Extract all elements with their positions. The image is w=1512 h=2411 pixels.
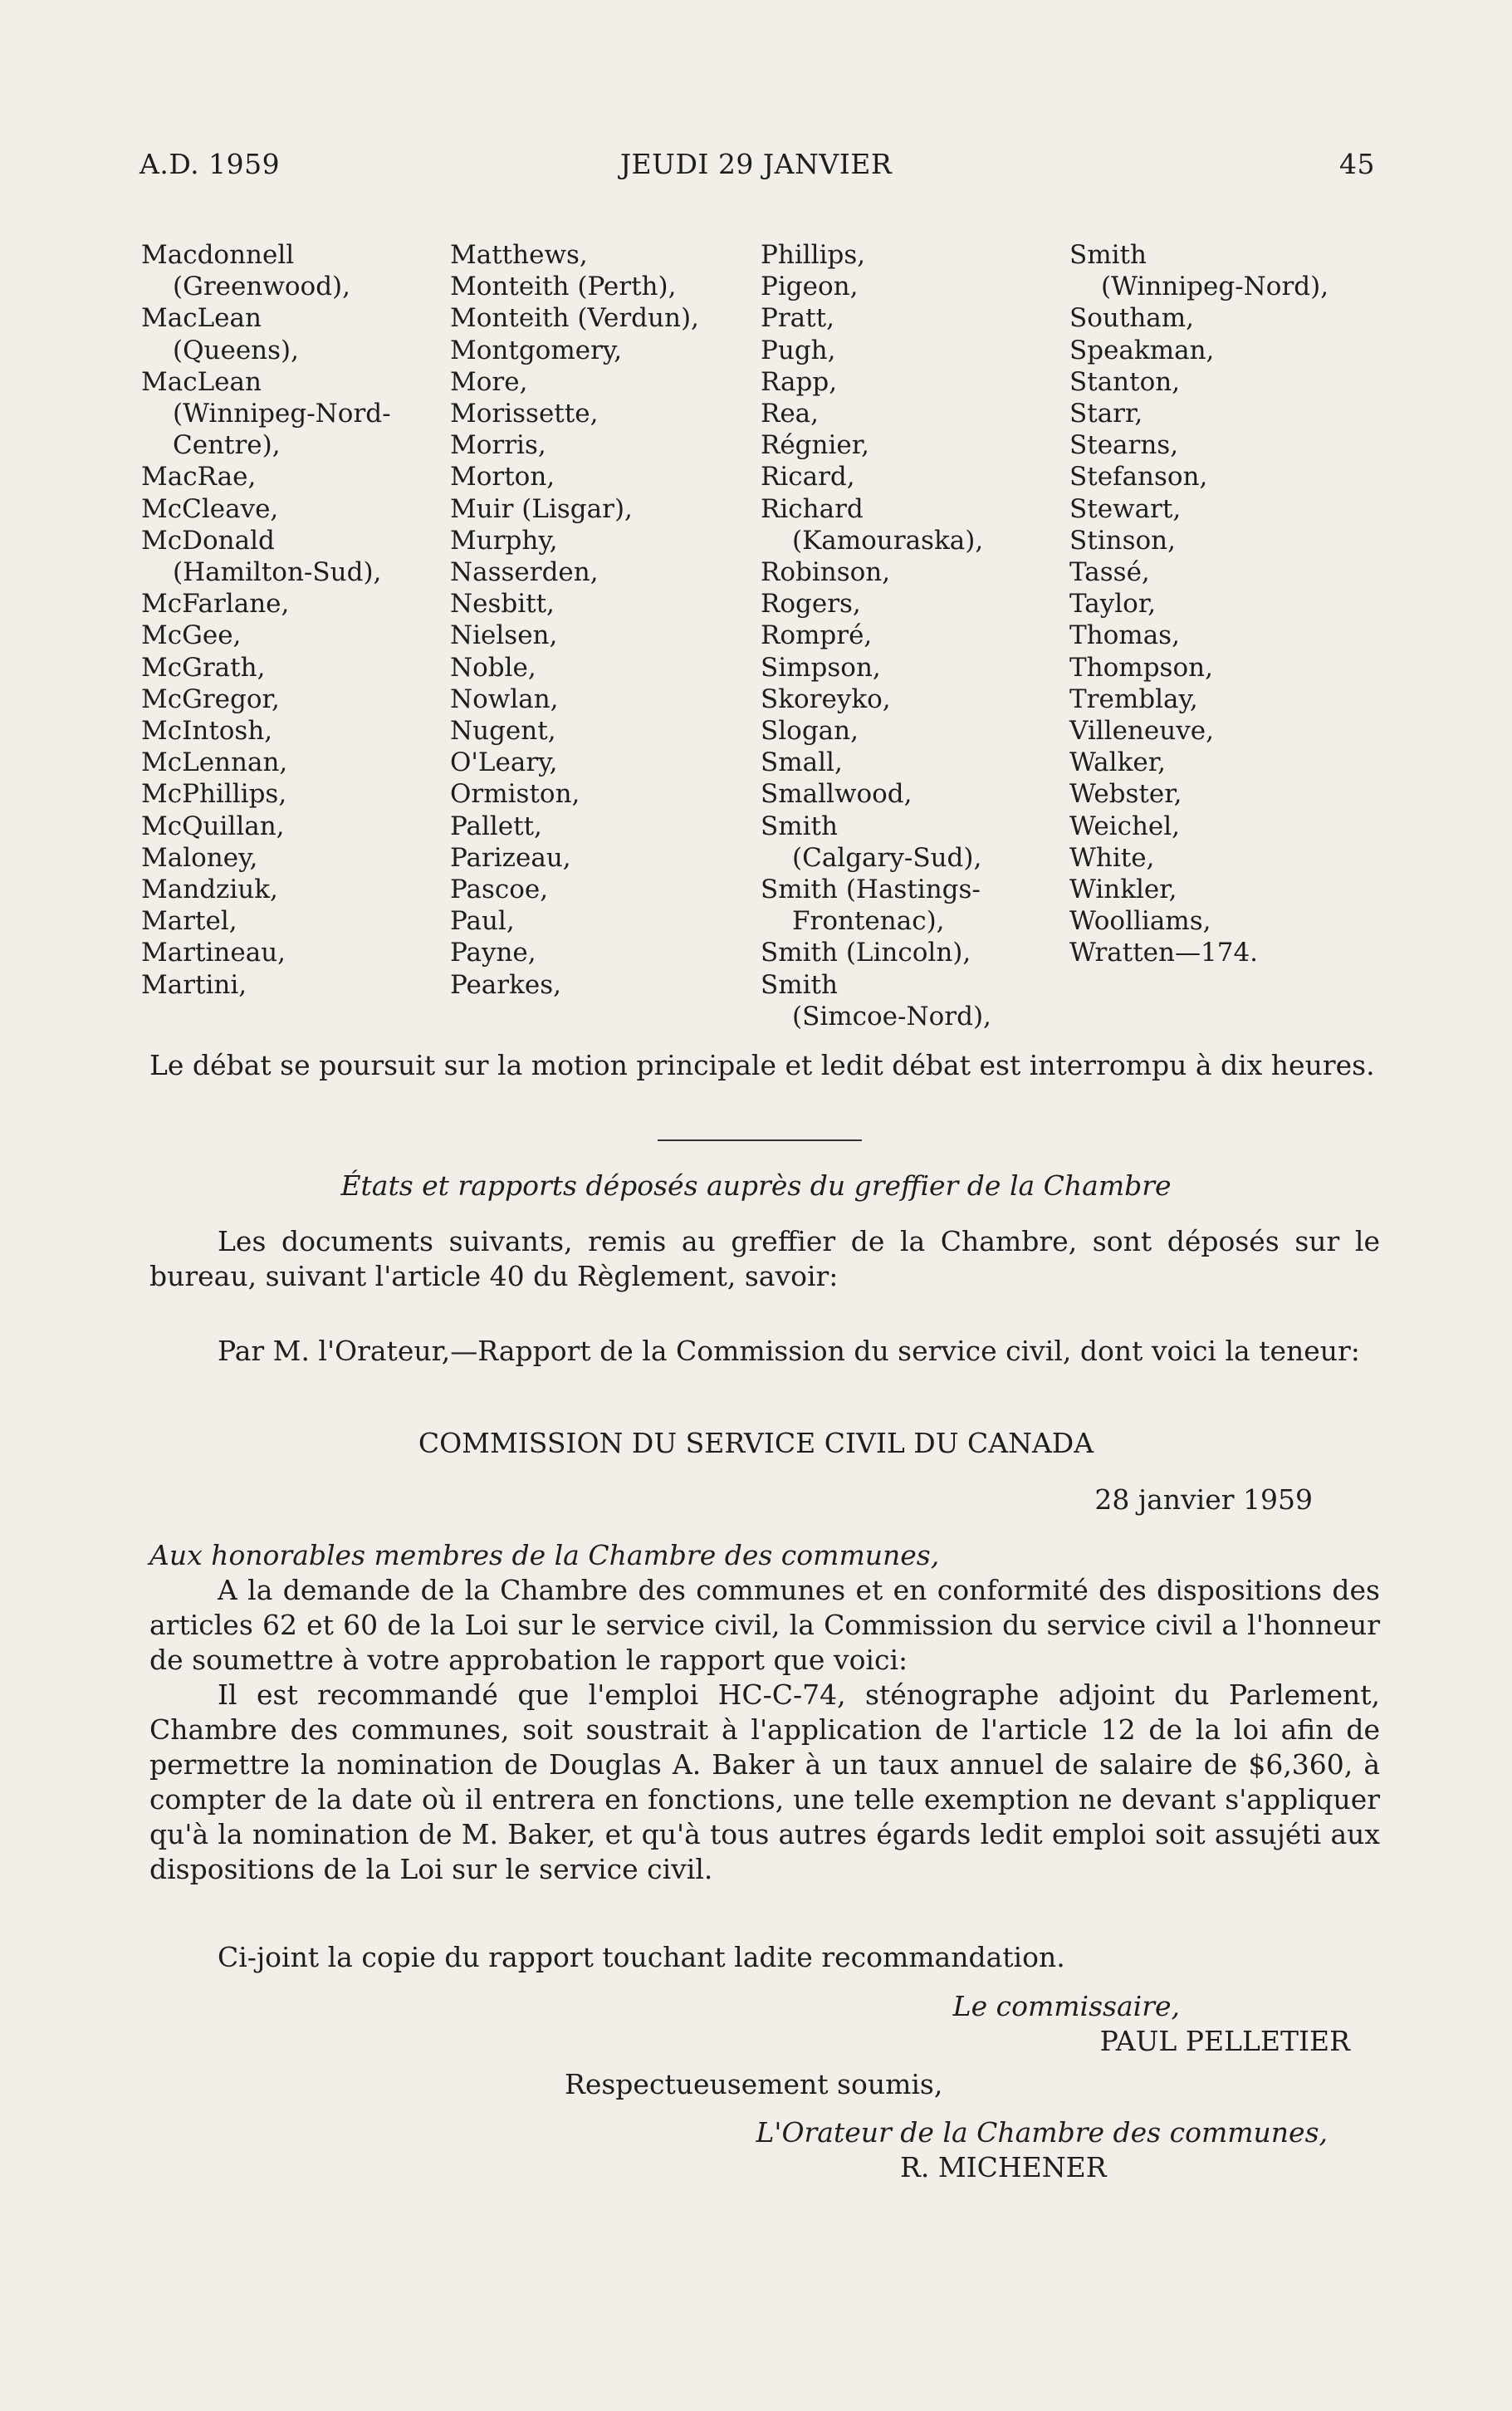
member-name: Taylor, bbox=[1069, 589, 1157, 620]
member-name: Noble, bbox=[450, 652, 536, 683]
member-name: Monteith (Verdun), bbox=[450, 303, 699, 334]
member-name: Rompré, bbox=[761, 620, 873, 651]
member-name: Frontenac), bbox=[792, 906, 945, 937]
member-name: (Queens), bbox=[173, 335, 299, 365]
debate-paragraph: Le débat se poursuit sur la motion principale et ledit débat est interrompu à dix heures. bbox=[149, 1049, 1375, 1081]
member-name: McQuillan, bbox=[141, 811, 285, 841]
member-name: Murphy, bbox=[450, 525, 558, 556]
member-name: Nielsen, bbox=[450, 620, 558, 651]
member-name: (Winnipeg-Nord), bbox=[1101, 272, 1329, 302]
member-name: Smith bbox=[761, 811, 838, 841]
speaker-name: R. MICHENER bbox=[900, 2151, 1107, 2183]
member-name: Pratt, bbox=[761, 303, 834, 334]
member-name: Smith bbox=[761, 969, 838, 1000]
member-name: Small, bbox=[761, 747, 843, 778]
member-name: (Hamilton-Sud), bbox=[173, 557, 382, 588]
member-name: Nugent, bbox=[450, 716, 556, 747]
letter-paragraph-2: Il est recommandé que l'emploi HC-C-74, sténographe adjoint du Parlement, Chambre des communes, soit soustrait à l'application de l'article 12 de la loi afin de permettre la nomination de Douglas A. Baker à un taux annuel de salaire de $6,360, à compter de la date où il entrera en fonctions, une telle exemption ne devant s'appliquer qu'à la nomination de M. Baker, et qu'à tous autres égards ledit emploi soit assujéti aux dispositions de la Loi sur le service civil. bbox=[149, 1678, 1380, 1885]
member-name: McPhillips, bbox=[141, 779, 287, 810]
member-name: Phillips, bbox=[761, 240, 866, 270]
orateur-report-paragraph: Par M. l'Orateur,—Rapport de la Commission du service civil, dont voici la teneur: bbox=[218, 1335, 1360, 1367]
member-name: Pascoe, bbox=[450, 875, 549, 905]
member-name: Nesbitt, bbox=[450, 589, 555, 620]
member-name: Stefanson, bbox=[1069, 462, 1208, 492]
member-name: Thomas, bbox=[1069, 620, 1180, 651]
member-name: Maloney, bbox=[141, 842, 258, 873]
letter-date: 28 janvier 1959 bbox=[1094, 1483, 1313, 1516]
commissioner-title: Le commissaire, bbox=[952, 1990, 1180, 2022]
member-name: Centre), bbox=[173, 430, 281, 461]
member-name: Richard bbox=[761, 493, 864, 524]
member-name: Winkler, bbox=[1069, 875, 1177, 905]
member-name: Matthews, bbox=[450, 240, 588, 270]
page-number: 45 bbox=[1339, 148, 1375, 180]
member-name: Smallwood, bbox=[761, 779, 913, 810]
member-name: Martel, bbox=[141, 906, 237, 937]
member-name: Villeneuve, bbox=[1069, 716, 1214, 747]
member-name: MacRae, bbox=[141, 462, 257, 492]
member-name: McGregor, bbox=[141, 684, 280, 714]
member-name: MacLean bbox=[141, 303, 262, 334]
member-name: Smith (Lincoln), bbox=[761, 938, 971, 968]
letter-paragraph-3: Ci-joint la copie du rapport touchant ladite recommandation. bbox=[218, 1941, 1065, 1973]
member-name: Muir (Lisgar), bbox=[450, 493, 633, 524]
names-column-3 bbox=[761, 239, 1072, 1032]
member-name: Robinson, bbox=[761, 557, 891, 588]
member-name: Skoreyko, bbox=[761, 684, 891, 714]
member-name: More, bbox=[450, 366, 528, 397]
member-name: Pallett, bbox=[450, 811, 542, 841]
member-name: Speakman, bbox=[1069, 335, 1215, 365]
member-name: (Simcoe-Nord), bbox=[792, 1001, 991, 1032]
member-name: Nowlan, bbox=[450, 684, 559, 714]
header-date: JEUDI 29 JANVIER bbox=[619, 148, 893, 180]
member-name: Webster, bbox=[1069, 779, 1182, 810]
commission-title: COMMISSION DU SERVICE CIVIL DU CANADA bbox=[418, 1427, 1094, 1459]
member-name: Stearns, bbox=[1069, 430, 1179, 461]
member-name: Stanton, bbox=[1069, 366, 1181, 397]
member-name: Thompson, bbox=[1069, 652, 1213, 683]
letter-paragraph-1: A la demande de la Chambre des communes et en conformité des dispositions des articles 62 et 60 de la Loi sur le service civil, la Commission du service civil a l'honneur de soumettre à votre approbation le rapport que voici: bbox=[149, 1574, 1380, 1676]
member-name: McDonald bbox=[141, 525, 275, 556]
member-name: Rea, bbox=[761, 399, 820, 429]
member-name: White, bbox=[1069, 842, 1155, 873]
member-name: Nasserden, bbox=[450, 557, 599, 588]
member-name: Weichel, bbox=[1069, 811, 1181, 841]
member-name: Rapp, bbox=[761, 366, 838, 397]
member-name: McLennan, bbox=[141, 747, 288, 778]
member-name: Morris, bbox=[450, 430, 546, 461]
salutation: Aux honorables membres de la Chambre des communes, bbox=[149, 1539, 940, 1571]
member-name: Ormiston, bbox=[450, 779, 580, 810]
member-name: (Greenwood), bbox=[173, 272, 350, 302]
header-year: A.D. 1959 bbox=[139, 148, 281, 180]
member-name: Morton, bbox=[450, 462, 555, 492]
member-name: Tremblay, bbox=[1069, 684, 1198, 714]
respectfully-submitted: Respectueusement soumis, bbox=[565, 2068, 943, 2100]
member-name: Tassé, bbox=[1069, 557, 1150, 588]
member-name: Paul, bbox=[450, 906, 515, 937]
member-name: MacLean bbox=[141, 366, 262, 397]
member-name: Martini, bbox=[141, 969, 247, 1000]
member-name: Parizeau, bbox=[450, 842, 571, 873]
section-divider bbox=[658, 1139, 862, 1141]
member-name: Martineau, bbox=[141, 938, 286, 968]
section-title: États et rapports déposés auprès du greffier de la Chambre bbox=[340, 1169, 1172, 1202]
member-name: McIntosh, bbox=[141, 716, 273, 747]
member-name: Monteith (Perth), bbox=[450, 272, 677, 302]
member-name: (Winnipeg-Nord- bbox=[173, 399, 391, 429]
member-name: McGrath, bbox=[141, 652, 266, 683]
names-column-1 bbox=[141, 239, 453, 1001]
member-name: O'Leary, bbox=[450, 747, 558, 778]
member-name: McCleave, bbox=[141, 493, 279, 524]
member-name: Montgomery, bbox=[450, 335, 623, 365]
member-name: Pugh, bbox=[761, 335, 836, 365]
member-name: Walker, bbox=[1069, 747, 1166, 778]
member-name: Ricard, bbox=[761, 462, 855, 492]
member-name: Macdonnell bbox=[141, 240, 295, 270]
member-name: (Kamouraska), bbox=[792, 525, 984, 556]
names-column-2 bbox=[450, 239, 761, 1001]
member-name: Mandziuk, bbox=[141, 875, 278, 905]
names-column-4 bbox=[1069, 239, 1381, 969]
member-name: Wratten—174. bbox=[1069, 938, 1259, 968]
documents-intro: Les documents suivants, remis au greffier de la Chambre, sont déposés sur le bureau, suivant l'article 40 du Règlement, savoir: bbox=[149, 1225, 1380, 1292]
member-name: McFarlane, bbox=[141, 589, 290, 620]
member-name: Southam, bbox=[1069, 303, 1195, 334]
commissioner-name: PAUL PELLETIER bbox=[1099, 2025, 1350, 2057]
member-name: Stinson, bbox=[1069, 525, 1176, 556]
member-name: Payne, bbox=[450, 938, 536, 968]
member-name: Morissette, bbox=[450, 399, 599, 429]
member-name: Régnier, bbox=[761, 430, 870, 461]
member-name: Stewart, bbox=[1069, 493, 1182, 524]
member-name: Pearkes, bbox=[450, 969, 562, 1000]
member-name: Slogan, bbox=[761, 716, 859, 747]
member-name: Smith (Hastings- bbox=[761, 875, 981, 905]
member-name: Starr, bbox=[1069, 399, 1143, 429]
member-name: Pigeon, bbox=[761, 272, 859, 302]
member-name: Smith bbox=[1069, 240, 1147, 270]
member-name: Simpson, bbox=[761, 652, 881, 683]
vote-names-list bbox=[141, 239, 1387, 1053]
speaker-title: L'Orateur de la Chambre des communes, bbox=[756, 2116, 1328, 2149]
member-name: (Calgary-Sud), bbox=[792, 842, 982, 873]
member-name: Rogers, bbox=[761, 589, 861, 620]
member-name: McGee, bbox=[141, 620, 242, 651]
member-name: Woolliams, bbox=[1069, 906, 1211, 937]
